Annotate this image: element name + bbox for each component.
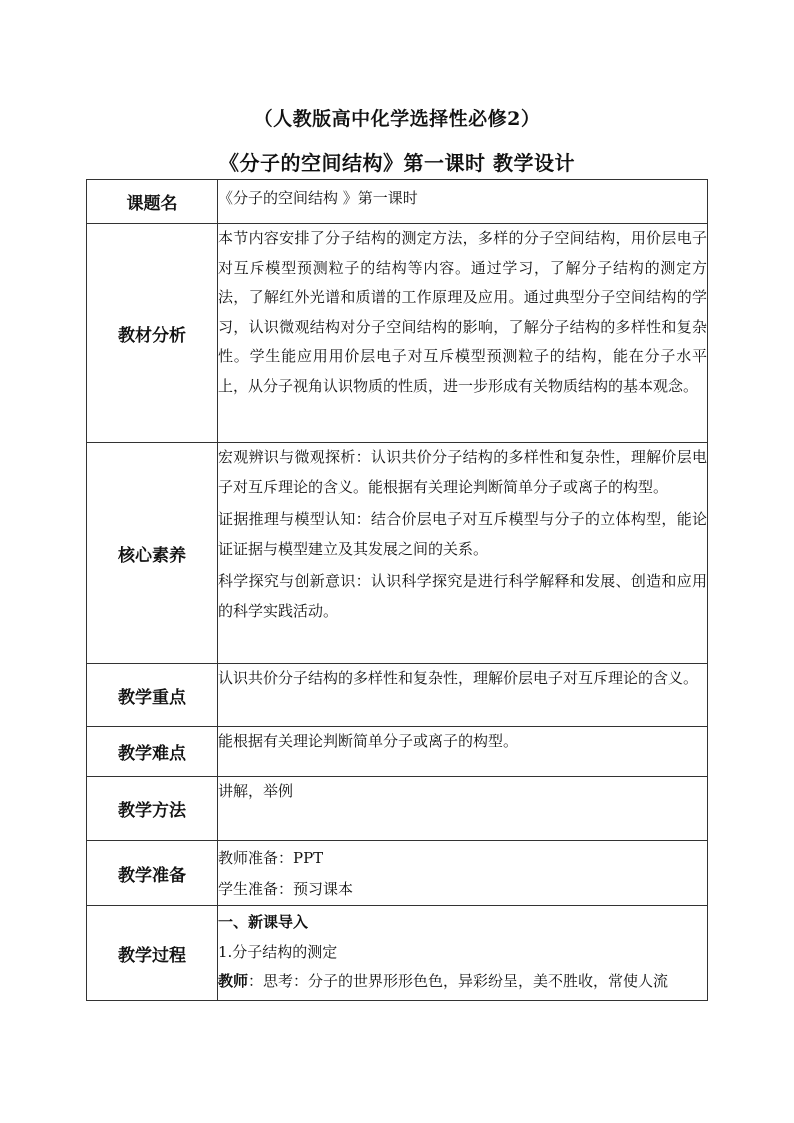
document-main-title: 《分子的空间结构》第一课时 教学设计: [219, 151, 575, 175]
student-prep-text: 学生准备：预习课本: [218, 880, 354, 898]
material-text: 本节内容安排了分子结构的测定方法，多样的分子空间结构，用价层电子对互斥模型预测粒子的结构等内容。通过学习，了解分子结构的测定方法，了解红外光谱和质谱的工作原理及应用。通过典型分子空间结构的学习，认识微观结构对分子空间结构的影响，了解分子结构的多样性和复杂性。学生能应用用价层电子对互斥模型预测粒子的结构，能在分子水平上，从分子视角认识物质的性质，进一步形成有关物质结构的基本观念。: [218, 229, 707, 395]
row-label-literacy: 核心素养: [87, 443, 218, 664]
process-subsection-heading: 1.分子结构的测定: [218, 942, 338, 961]
difficulty-text: 能根据有关理论判断简单分子或离子的构型。: [218, 732, 519, 750]
table-row-topic: [87, 180, 708, 224]
key-point-text: 认识共价分子结构的多样性和复杂性，理解价层电子对互斥理论的含义。: [218, 669, 699, 687]
table-row-method: [87, 777, 708, 841]
row-content-process: [218, 906, 708, 1001]
row-content-method: [218, 777, 708, 841]
topic-text: 《分子的空间结构 》第一课时: [218, 189, 418, 207]
row-content-literacy: [218, 443, 708, 664]
row-content-difficulty: [218, 727, 708, 777]
table-row-prep: [87, 841, 708, 906]
row-content-prep: [218, 841, 708, 906]
row-label-difficulty: 教学难点: [87, 727, 218, 777]
process-section-heading: 一、新课导入: [218, 913, 309, 931]
literacy-item: 证据推理与模型认知：结合价层电子对互斥模型与分子的立体构型，能论证证据与模型建立及其发展之间的关系。: [218, 510, 707, 558]
method-text: 讲解，举例: [218, 782, 294, 800]
row-content-key-point: [218, 664, 708, 727]
process-text: ：思考：分子的世界形形色色，异彩纷呈，美不胜收，常使人流: [248, 972, 669, 990]
speaker-label: 教师: [218, 972, 249, 990]
teacher-prep-text: 教师准备：PPT: [218, 849, 324, 867]
lesson-plan-table: [86, 179, 708, 1001]
table-row-material: [87, 224, 708, 443]
table-row-difficulty: [87, 727, 708, 777]
row-label-key-point: 教学重点: [87, 664, 218, 727]
table-row-literacy: [87, 443, 708, 664]
literacy-item: 科学探究与创新意识：认识科学探究是进行科学解释和发展、创造和应用的科学实践活动。: [218, 572, 707, 620]
row-label-topic: 课题名: [87, 180, 218, 224]
literacy-item: 宏观辨识与微观探析：认识共价分子结构的多样性和复杂性，理解价层电子对互斥理论的含义。能根据有关理论判断简单分子或离子的构型。: [218, 448, 707, 496]
row-label-material: 教材分析: [87, 224, 218, 443]
table-row-process: [87, 906, 708, 1001]
row-label-process: 教学过程: [87, 906, 218, 1001]
row-content-topic: [218, 180, 708, 224]
process-text-line: [218, 967, 707, 997]
table-row-key-point: [87, 664, 708, 727]
row-label-prep: 教学准备: [87, 841, 218, 906]
row-content-material: [218, 224, 708, 443]
document-series-title: （人教版高中化学选择性必修2）: [253, 108, 541, 130]
row-label-method: 教学方法: [87, 777, 218, 841]
